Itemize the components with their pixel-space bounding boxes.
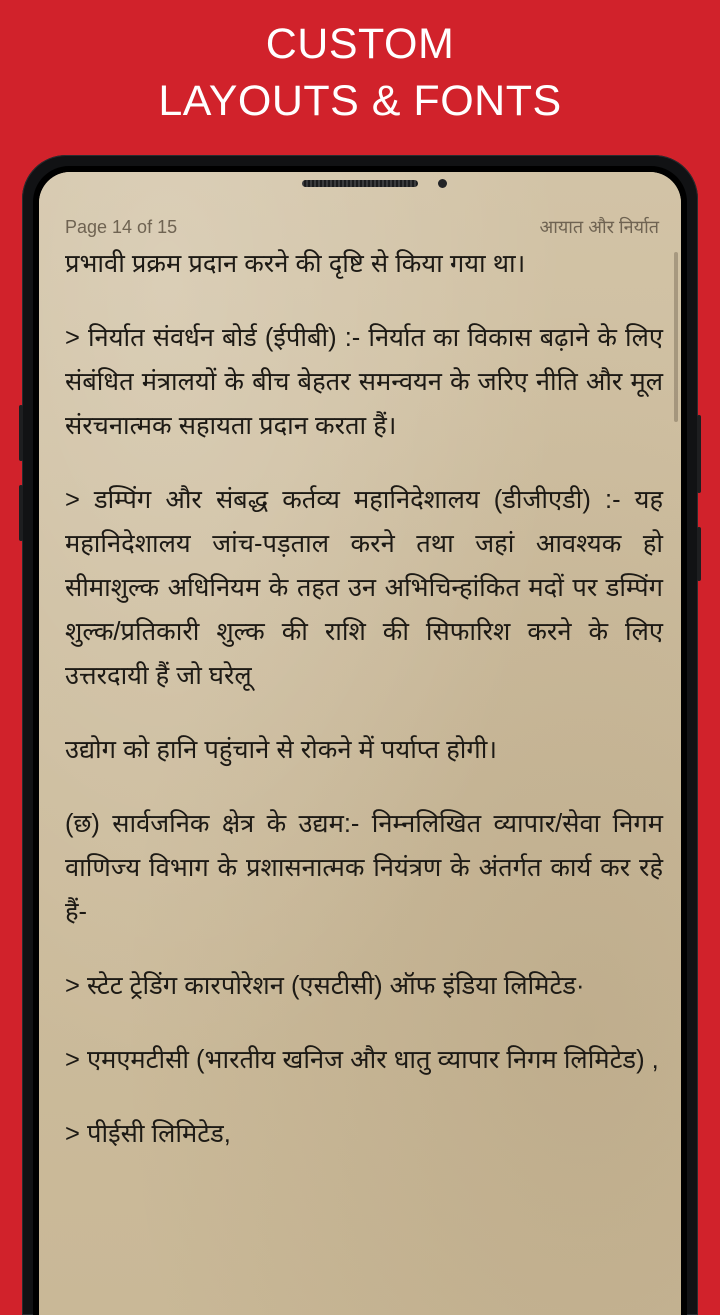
document-title: आयात और निर्यात [539, 217, 659, 237]
paragraph: > डम्पिंग और संबद्ध कर्तव्य महानिदेशालय (डीजीएडी) :- यह महानिदेशालय जांच-पड़ताल करने तथा जहां आवश्यक हो सीमाशुल्क अधिनियम के तहत उन अभिचिन्हांकित मदों पर डम्पिंग शुल्क/प्रतिकारी शुल्क की राशि की सिफारिश करने के लिए उत्तरदायी हैं जो घरेलू [65, 486, 663, 690]
reader-header [39, 210, 681, 244]
paragraph: उद्योग को हानि पहुंचाने से रोकने में पर्याप्त होगी। [65, 736, 498, 764]
left-button-lower[interactable] [19, 485, 23, 541]
power-button[interactable] [697, 415, 701, 493]
paragraph: > एमएमटीसी (भारतीय खनिज और धातु व्यापार निगम लिमिटेड) , [65, 1046, 659, 1074]
phone-screen [39, 172, 681, 1315]
reader-text-content[interactable] [39, 242, 681, 1315]
paragraph: (छ) सार्वजनिक क्षेत्र के उद्यम:- निम्नलिखित व्यापार/सेवा निगम वाणिज्य विभाग के प्रशासनात्मक नियंत्रण के अंतर्गत कार्य कर रहे हैं- [65, 810, 663, 926]
reader-view[interactable] [39, 172, 681, 1315]
promo-heading-line2: LAYOUTS & FONTS [158, 77, 562, 125]
front-camera-icon [438, 179, 447, 188]
speaker-grill-icon [302, 180, 418, 187]
promo-heading [0, 16, 720, 130]
page-indicator: Page 14 of 15 [65, 216, 178, 237]
paragraph: > स्टेट ट्रेडिंग कारपोरेशन (एसटीसी) ऑफ इंडिया लिमिटेड· [65, 972, 585, 1000]
paragraph: प्रभावी प्रक्रम प्रदान करने की दृष्टि से किया गया था। [65, 250, 526, 278]
paragraph: > निर्यात संवर्धन बोर्ड (ईपीबी) :- निर्यात का विकास बढ़ाने के लिए संबंधित मंत्रालयों के बीच बेहतर समन्वयन के जरिए नीति और मूल संरचनात्मक सहायता प्रदान करता हैं। [65, 324, 663, 440]
left-button-upper[interactable] [19, 405, 23, 461]
promo-heading-line1: CUSTOM [265, 20, 455, 68]
paragraph: > पीईसी लिमिटेड, [65, 1120, 231, 1148]
phone-device-frame [22, 155, 698, 1315]
vertical-scrollbar[interactable] [674, 252, 678, 422]
phone-bezel [33, 166, 687, 1315]
volume-button[interactable] [697, 527, 701, 581]
